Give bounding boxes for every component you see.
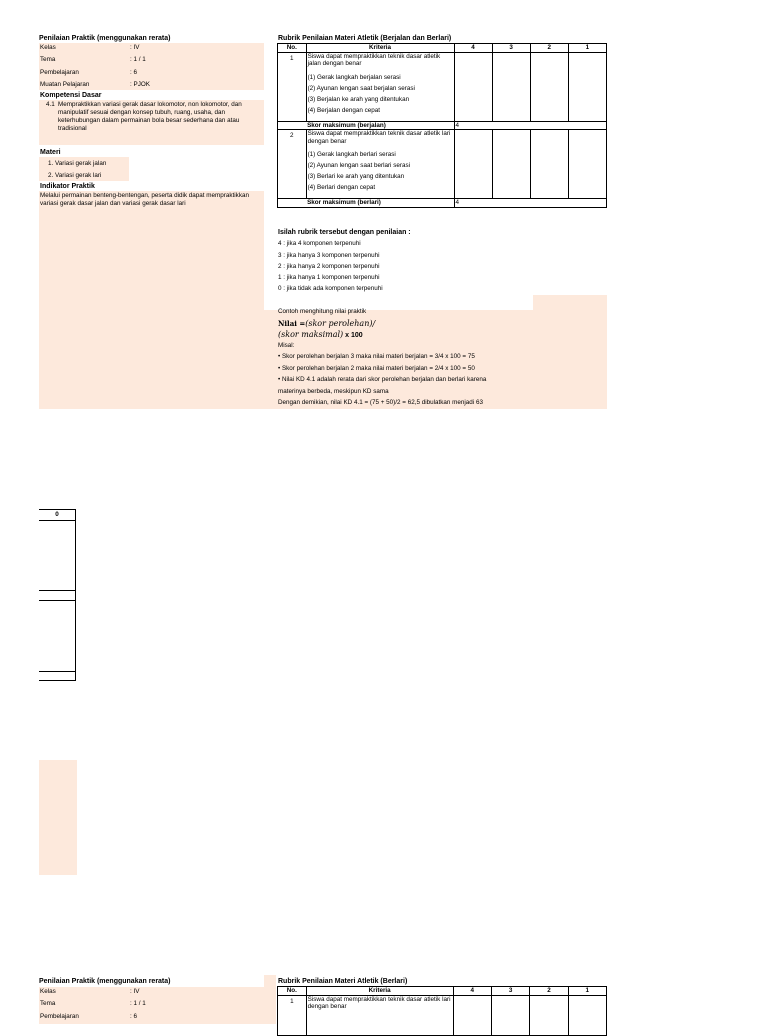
score-cell[interactable] xyxy=(491,995,529,1035)
criteria-item: (1) Gerak langkah berjalan serasi xyxy=(307,73,401,81)
score-cell[interactable] xyxy=(568,995,606,1035)
header-4: 4 xyxy=(453,987,491,996)
kd-heading: Kompetensi Dasar xyxy=(40,92,102,99)
indikator-text: Melalui permainan benteng-bentengan, peserta didik dapat mempraktikkan variasi gerak dasar jalan dan variasi gerak dasar lari xyxy=(40,192,249,207)
formula-prefix: Nilai = xyxy=(278,319,306,328)
scoring-line: 0 : jika tidak ada komponen terpenuhi xyxy=(278,285,383,292)
table-row xyxy=(278,995,607,1035)
scoring-line: 1 : jika hanya 1 komponen terpenuhi xyxy=(278,274,380,281)
row-criteria xyxy=(306,52,454,121)
criteria-item: (4) Berjalan dengan cepat xyxy=(307,106,381,114)
header-3: 3 xyxy=(492,44,530,53)
rubric-table xyxy=(277,43,607,208)
kd-number: 4.1 xyxy=(46,101,55,108)
example-misal: Misal: xyxy=(278,342,295,349)
header-2: 2 xyxy=(530,987,568,996)
bottom-field-tema-value: : 1 / 1 xyxy=(130,1000,146,1007)
header-3: 3 xyxy=(491,987,529,996)
score-cell[interactable] xyxy=(453,995,491,1035)
materi-heading: Materi xyxy=(40,149,61,156)
criteria-intro: Siswa dapat mempraktikkan teknik dasar atletik jalan dengan benar xyxy=(307,52,441,67)
example-line: Dengan demikian, nilai KD 4.1 = (75 + 50)/2 = 62,5 dibulatkan menjadi 63 xyxy=(278,399,483,406)
criteria-item: (4) Berlari dengan cepat xyxy=(307,184,376,191)
rubric-header-row xyxy=(278,44,607,53)
example-line: materinya berbeda, meskipun KD sama xyxy=(278,388,389,395)
indikator-block xyxy=(39,191,264,409)
bottom-field-pembelajaran-label: Pembelajaran xyxy=(40,1013,79,1020)
field-pembelajaran-value: : 6 xyxy=(130,69,138,76)
table-row xyxy=(278,52,607,121)
bottom-field-kelas-value: : IV xyxy=(130,988,140,995)
indikator-heading: Indikator Praktik xyxy=(40,183,95,190)
header-1: 1 xyxy=(568,987,606,996)
scoring-heading: Isilah rubrik tersebut dengan penilaian : xyxy=(278,229,411,236)
materi-item-1: 1. Variasi gerak jalan xyxy=(48,160,107,167)
criteria-item: (2) Ayunan lengan saat berlari serasi xyxy=(307,162,411,169)
scoring-line: 3 : jika hanya 3 komponen terpenuhi xyxy=(278,252,380,259)
header-2: 2 xyxy=(530,44,568,53)
scoring-line: 4 : jika 4 komponen terpenuhi xyxy=(278,240,361,247)
example-tab xyxy=(533,295,607,310)
row-criteria xyxy=(306,995,453,1035)
fragment-peach-block xyxy=(39,760,77,875)
row-no: 1 xyxy=(278,995,307,1035)
criteria-intro: Siswa dapat mempraktikkan teknik dasar atletik lari dengan benar xyxy=(307,130,451,145)
field-tema-label: Tema xyxy=(40,56,56,63)
formula-suffix: x 100 xyxy=(343,332,363,339)
fragment-divider xyxy=(39,600,75,601)
bottom-peach-strip xyxy=(264,975,276,1024)
score-cell[interactable] xyxy=(454,130,492,199)
bottom-rubric-header-row xyxy=(278,987,607,996)
table-row xyxy=(278,130,607,199)
rubric-title: Rubrik Penilaian Materi Atletik (Berjalan dan Berlari) xyxy=(278,35,452,42)
max-score-value: 4 xyxy=(454,121,607,130)
formula-denominator: (skor maksimal) xyxy=(278,330,344,339)
bottom-field-pembelajaran-value: : 6 xyxy=(130,1013,138,1020)
left-title: Penilaian Praktik (menggunakan rerata) xyxy=(39,35,171,42)
kd-text: Mempraktikkan variasi gerak dasar lokomotor, non lokomotor, dan manipulatif sesuai dengan konsep tubuh, ruang, usaha, dan keterhubungan dalam permainan bola besar sederhana dan atau tradisional xyxy=(58,101,242,132)
header-kriteria: Kriteria xyxy=(306,44,454,53)
header-kriteria: Kriteria xyxy=(306,987,453,996)
row-no: 1 xyxy=(278,52,307,121)
bottom-rubric-table xyxy=(277,986,607,1036)
score-cell[interactable] xyxy=(568,52,606,121)
max-score-label: Skor maksimum (berjalan) xyxy=(306,121,454,130)
score-cell[interactable] xyxy=(454,52,492,121)
header-1: 1 xyxy=(568,44,606,53)
example-formula xyxy=(278,317,375,340)
max-score-row xyxy=(278,121,607,130)
row-criteria xyxy=(306,130,454,199)
field-muatan-value: : PJOK xyxy=(130,81,150,88)
score-cell[interactable] xyxy=(530,995,568,1035)
criteria-item: (3) Berjalan ke arah yang ditentukan xyxy=(307,95,410,103)
max-score-row xyxy=(278,199,607,208)
score-cell[interactable] xyxy=(530,52,568,121)
bottom-rubric-title: Rubrik Penilaian Materi Atletik (Berlari) xyxy=(278,978,408,985)
header-no: No. xyxy=(278,987,307,996)
max-score-value: 4 xyxy=(454,199,607,208)
row-no: 2 xyxy=(278,130,307,199)
scoring-line: 2 : jika hanya 2 komponen terpenuhi xyxy=(278,263,380,270)
score-cell[interactable] xyxy=(568,130,606,199)
materi-item-2: 2. Variasi gerak lari xyxy=(48,172,102,179)
field-pembelajaran-label: Pembelajaran xyxy=(40,69,79,76)
criteria-intro: Siswa dapat mempraktikkan teknik dasar atletik lari dengan benar xyxy=(307,995,451,1010)
fragment-header: 0 xyxy=(39,510,75,521)
formula-numerator: (skor perolehan)/ xyxy=(305,319,376,328)
example-line: • Nilai KD 4.1 adalah rerata dari skor perolehan berjalan dan berlari karena xyxy=(278,376,487,383)
example-line: • Skor perolehan berjalan 3 maka nilai materi berjalan = 3/4 x 100 = 75 xyxy=(278,353,475,360)
fragment-divider xyxy=(39,671,75,672)
example-line: • Skor perolehan berjalan 2 maka nilai materi berjalan = 2/4 x 100 = 50 xyxy=(278,365,475,372)
example-heading: Contoh menghitung nilai praktik xyxy=(278,308,367,315)
max-score-label: Skor maksimum (berlari) xyxy=(306,199,454,208)
fragment-table xyxy=(39,509,76,681)
score-cell[interactable] xyxy=(492,52,530,121)
score-cell[interactable] xyxy=(530,130,568,199)
header-no: No. xyxy=(278,44,307,53)
field-muatan-label: Muatan Pelajaran xyxy=(40,81,90,88)
field-kelas-value: : IV xyxy=(130,44,140,51)
bottom-field-kelas-label: Kelas xyxy=(40,988,56,995)
criteria-item: (3) Berlari ke arah yang ditentukan xyxy=(307,173,405,180)
field-tema-value: : 1 / 1 xyxy=(130,56,146,63)
fragment-divider xyxy=(39,590,75,591)
bottom-left-title: Penilaian Praktik (menggunakan rerata) xyxy=(39,978,171,985)
criteria-item: (1) Gerak langkah berlari serasi xyxy=(307,151,396,158)
field-kelas-label: Kelas xyxy=(40,44,56,51)
score-cell[interactable] xyxy=(492,130,530,199)
header-4: 4 xyxy=(454,44,492,53)
criteria-item: (2) Ayunan lengan saat berjalan serasi xyxy=(307,84,415,92)
bottom-field-tema-label: Tema xyxy=(40,1000,56,1007)
